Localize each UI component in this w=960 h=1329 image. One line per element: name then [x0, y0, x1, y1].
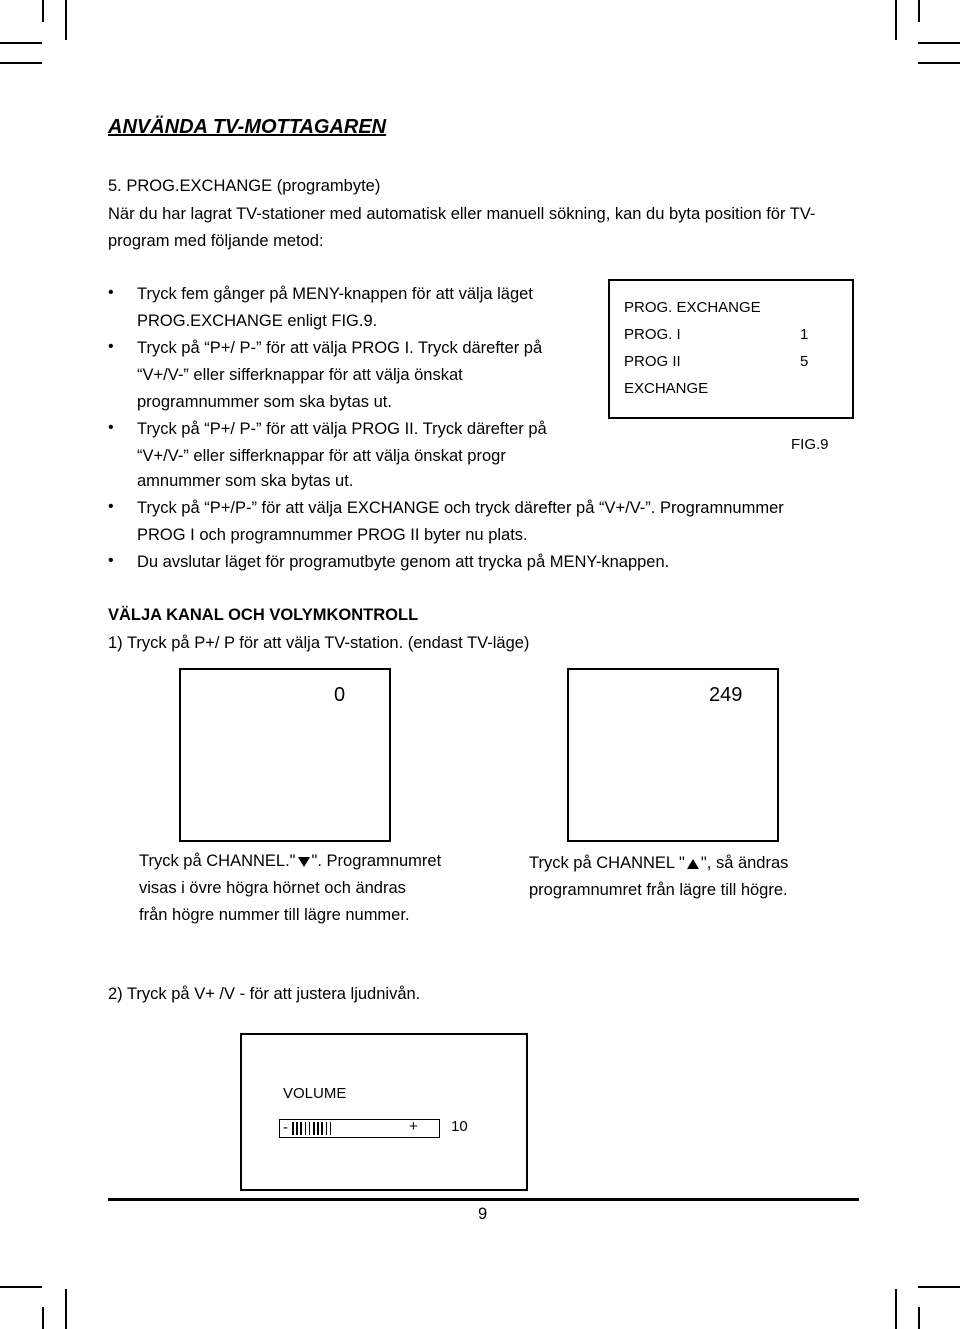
- list-item: PROG.EXCHANGE enligt FIG.9.: [137, 312, 378, 330]
- fig9-row-label: PROG II: [624, 353, 681, 370]
- list-item: programnummer som ska bytas ut.: [137, 393, 392, 411]
- list-item: PROG I och programnummer PROG II byter nu plats.: [137, 526, 528, 544]
- page-number: 9: [478, 1205, 488, 1223]
- crop-mark: [0, 42, 42, 44]
- volume-tick: [321, 1122, 323, 1135]
- fig9-row-label: EXCHANGE: [624, 380, 709, 397]
- bullet-icon: •: [108, 498, 114, 515]
- triangle-up-icon: [687, 859, 699, 869]
- channel-up-caption: [529, 853, 788, 873]
- channel-section-title: VÄLJA KANAL OCH VOLYMKONTROLL: [108, 606, 419, 624]
- list-item: Tryck på “P+/ P-” för att välja PROG II. Tryck därefter på: [137, 420, 547, 438]
- fig9-row-value: 5: [800, 353, 809, 370]
- volume-tick: [317, 1122, 319, 1135]
- caption-text: ", så ändras: [700, 854, 789, 872]
- channel-number: 249: [709, 684, 743, 706]
- caption-text: ". Programnumret: [311, 852, 442, 870]
- volume-tick: [305, 1122, 307, 1135]
- footer-rule: [108, 1198, 859, 1201]
- list-item: Tryck på “P+/ P-” för att välja PROG I. Tryck därefter på: [137, 339, 543, 357]
- channel-down-caption: visas i övre högra hörnet och ändras: [139, 879, 406, 897]
- volume-value: 10: [451, 1118, 468, 1135]
- crop-mark: [918, 42, 960, 44]
- screen-right: [567, 668, 779, 842]
- volume-tick: [326, 1122, 328, 1135]
- volume-tick: [309, 1122, 311, 1135]
- crop-mark: [918, 0, 920, 22]
- list-item: “V+/V-” eller sifferknappar för att välja önskat: [137, 366, 463, 384]
- channel-number: 0: [334, 684, 346, 706]
- crop-mark: [0, 1286, 42, 1288]
- volume-plus: +: [409, 1118, 418, 1135]
- page-heading: ANVÄNDA TV-MOTTAGAREN: [108, 116, 387, 138]
- list-item: Tryck fem gånger på MENY-knappen för att välja läget: [137, 285, 533, 303]
- volume-step-2: 2) Tryck på V+ /V - för att justera ljudnivån.: [108, 985, 421, 1003]
- intro-text: program med följande metod:: [108, 232, 324, 250]
- volume-tick: [330, 1122, 332, 1135]
- crop-mark: [918, 1307, 920, 1329]
- crop-mark: [918, 62, 960, 64]
- section-title: 5. PROG.EXCHANGE (programbyte): [108, 177, 381, 195]
- list-item: “V+/V-” eller sifferknappar för att välja önskat progr: [137, 447, 506, 465]
- volume-bar: [279, 1119, 440, 1138]
- fig9-title: PROG. EXCHANGE: [624, 299, 761, 316]
- intro-text: När du har lagrat TV-stationer med automatisk eller manuell sökning, kan du byta position för TV-: [108, 205, 816, 223]
- volume-label: VOLUME: [283, 1085, 347, 1102]
- bullet-icon: •: [108, 552, 114, 569]
- crop-mark: [42, 1307, 44, 1329]
- fig9-caption: FIG.9: [791, 436, 829, 453]
- crop-mark: [0, 62, 42, 64]
- triangle-down-icon: [298, 857, 310, 867]
- crop-mark: [918, 1286, 960, 1288]
- channel-up-caption: programnumret från lägre till högre.: [529, 881, 788, 899]
- volume-tick: [313, 1122, 315, 1135]
- channel-step-1: 1) Tryck på P+/ P för att välja TV-station. (endast TV-läge): [108, 634, 530, 652]
- crop-mark: [65, 0, 67, 40]
- list-item: Du avslutar läget för programutbyte genom att trycka på MENY-knappen.: [137, 553, 670, 571]
- bullet-icon: •: [108, 284, 114, 301]
- caption-text: Tryck på CHANNEL ": [529, 854, 685, 872]
- fig9-row-value: 1: [800, 326, 809, 343]
- caption-text: Tryck på CHANNEL.": [139, 852, 296, 870]
- fig9-menu-box: [608, 279, 854, 419]
- list-item: Tryck på “P+/P-” för att välja EXCHANGE och tryck därefter på “V+/V-”. Programnummer: [137, 499, 784, 517]
- channel-down-caption: [139, 851, 441, 871]
- crop-mark: [895, 0, 897, 40]
- volume-screen: [240, 1033, 528, 1191]
- bullet-icon: •: [108, 338, 114, 355]
- volume-tick: [296, 1122, 298, 1135]
- crop-mark: [895, 1289, 897, 1329]
- volume-minus: -: [283, 1119, 288, 1136]
- volume-tick: [300, 1122, 302, 1135]
- crop-mark: [42, 0, 44, 22]
- screen-left: [179, 668, 391, 842]
- channel-down-caption: från högre nummer till lägre nummer.: [139, 906, 410, 924]
- bullet-icon: •: [108, 419, 114, 436]
- list-item: amnummer som ska bytas ut.: [137, 472, 354, 490]
- volume-tick: [292, 1122, 294, 1135]
- crop-mark: [65, 1289, 67, 1329]
- fig9-row-label: PROG. I: [624, 326, 681, 343]
